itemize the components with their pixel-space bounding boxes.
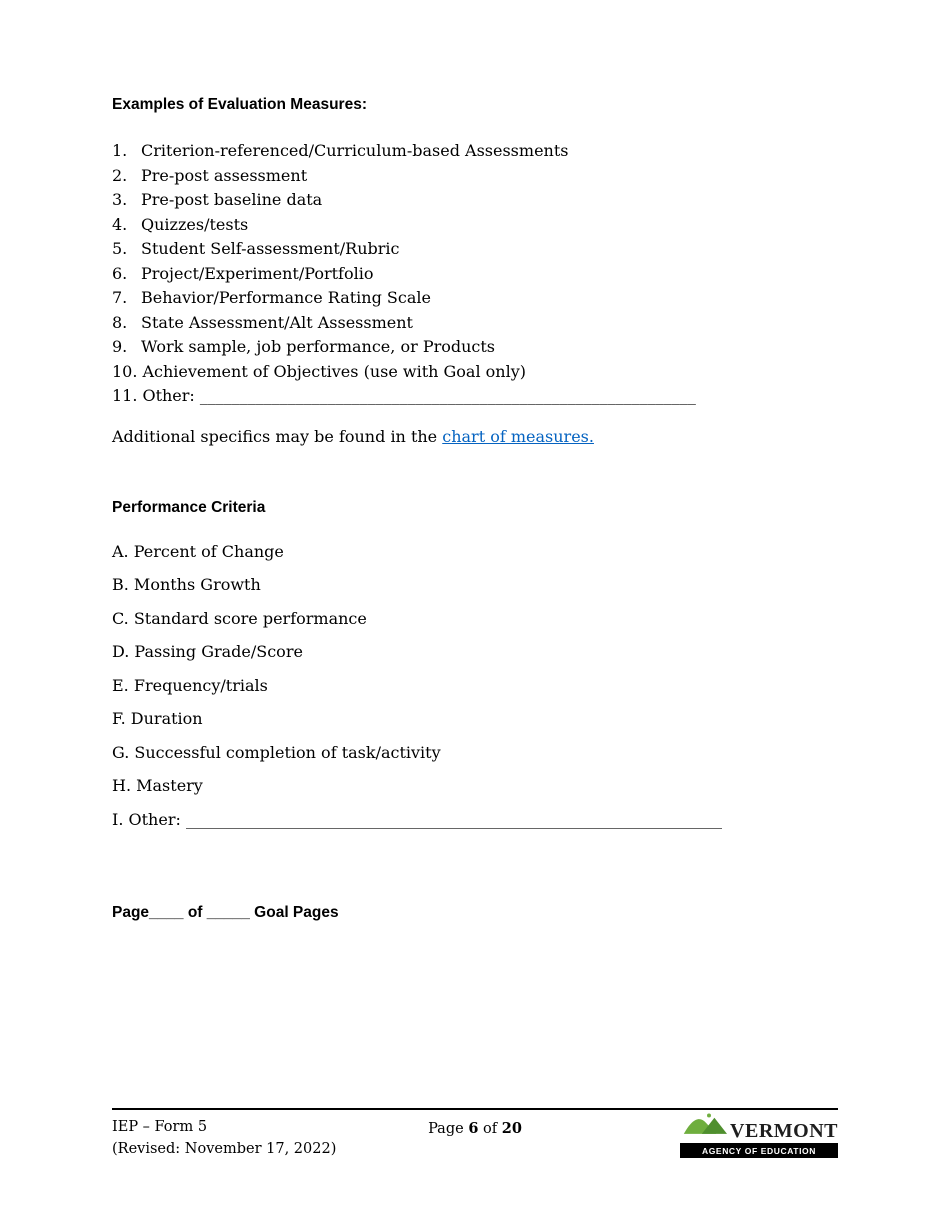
list-item-text: Project/Experiment/Portfolio [141, 263, 374, 283]
list-item [112, 164, 838, 189]
list-item-number: 5. [112, 239, 128, 258]
list-item-text: Student Self-assessment/Rubric [141, 239, 400, 258]
list-item-number: 8. [112, 312, 128, 332]
list-item-number: 11. [112, 386, 138, 405]
list-item [112, 262, 838, 287]
list-item [112, 335, 838, 360]
footer-revised-date: (Revised: November 17, 2022) [112, 1140, 337, 1157]
list-item-number: 2. [112, 165, 128, 185]
list-item-other-blank [112, 384, 838, 409]
list-item-number: 9. [112, 337, 128, 356]
performance-criteria-heading: Performance Criteria [112, 498, 266, 516]
list-item-text: Behavior/Performance Rating Scale [141, 288, 431, 307]
criteria-item: H. Mastery [112, 776, 203, 795]
criteria-item: D. Passing Grade/Score [112, 642, 303, 661]
list-item-number: 7. [112, 288, 128, 307]
list-item-number: 4. [112, 214, 128, 234]
footer-page-total: 20 [501, 1120, 522, 1137]
criteria-item: B. Months Growth [112, 575, 261, 594]
list-item-text: Achievement of Objectives (use with Goal only) [142, 361, 527, 381]
evaluation-measures-heading: Examples of Evaluation Measures: [112, 96, 367, 113]
criteria-item: G. Successful completion of task/activity [112, 742, 441, 762]
evaluation-measures-list [112, 139, 838, 409]
list-item [112, 188, 838, 213]
criteria-item: A. Percent of Change [112, 541, 284, 561]
list-item [112, 286, 838, 311]
list-item-text: Quizzes/tests [141, 214, 249, 234]
list-item [112, 213, 838, 238]
list-item-text: Work sample, job performance, or Products [141, 337, 496, 356]
list-item [112, 237, 838, 262]
list-item [112, 360, 838, 385]
vermont-logo-top [680, 1114, 838, 1141]
page-footer [112, 1108, 838, 1160]
list-item-text: Criterion-referenced/Curriculum-based Assessments [141, 141, 569, 160]
footer-of-word: of [483, 1121, 498, 1137]
list-item [112, 311, 838, 336]
vermont-agency-logo [680, 1114, 838, 1158]
list-item-number: 6. [112, 263, 128, 283]
criteria-item-other-blank: I. Other: ___________________________________________________________________ [112, 809, 722, 829]
additional-specifics-paragraph [112, 425, 838, 449]
footer-page-word: Page [428, 1121, 464, 1137]
footer-page-current: 6 [468, 1120, 479, 1137]
list-item-text: Pre-post baseline data [141, 190, 323, 209]
list-item-number: 3. [112, 190, 128, 209]
footer-form-name: IEP – Form 5 [112, 1119, 208, 1135]
criteria-item: C. Standard score performance [112, 608, 367, 628]
performance-criteria-list [112, 542, 838, 830]
list-item-number: 1. [112, 141, 128, 160]
green-mountains-icon [682, 1112, 736, 1140]
list-item-number: 10. [112, 361, 138, 381]
list-item-text: Other: ______________________________________________________________ [142, 386, 696, 405]
additional-specifics-text: Additional specifics may be found in the [112, 426, 443, 446]
list-item [112, 139, 838, 164]
criteria-item: F. Duration [112, 709, 203, 728]
goal-pages-label: Page____ of _____ Goal Pages [112, 903, 339, 921]
footer-page-number [428, 1120, 522, 1137]
chart-of-measures-link[interactable]: chart of measures. [442, 426, 594, 446]
list-item-text: Pre-post assessment [141, 165, 308, 185]
criteria-item: E. Frequency/trials [112, 675, 268, 695]
vermont-logo-wordmark: VERMONT [730, 1120, 838, 1142]
list-item-text: State Assessment/Alt Assessment [141, 312, 413, 332]
agency-of-education-bar: AGENCY OF EDUCATION [680, 1143, 838, 1158]
